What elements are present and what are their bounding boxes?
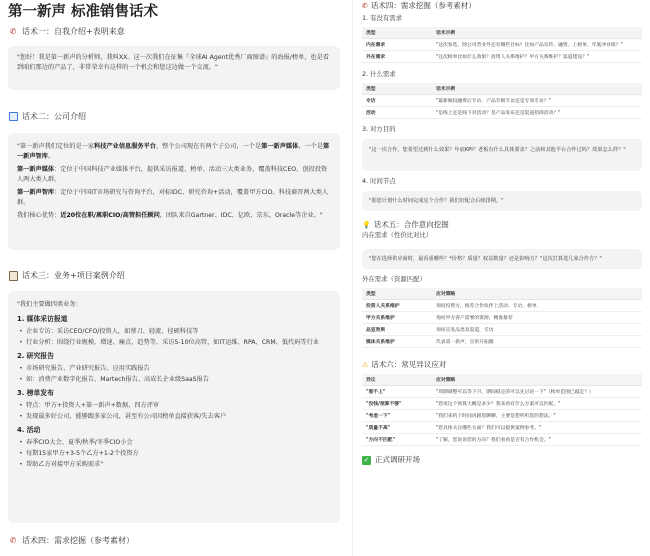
table-row [362, 410, 642, 422]
table-row [362, 312, 642, 324]
section-heading-text: 话术六：常见异议应对 [371, 360, 447, 369]
company-para-3: 第一新声智库：定位于中国IT市场研究与咨询平台，对标IDC、研究咨询+活动，覆盖甲方CIO、科技裔晋两大类人群。 [17, 189, 329, 206]
table-cell: 活动 [362, 107, 432, 119]
section-heading-intent [362, 220, 642, 230]
table-header-row [362, 83, 642, 95]
table-cell: 专访 [362, 95, 432, 107]
list-item: • 市场研究报告、产业研究报告、应用实践报告 [17, 364, 331, 373]
intro-quote [8, 46, 340, 90]
building-icon [8, 112, 18, 122]
section-heading-text: 话术二：公司介绍 [22, 112, 86, 121]
section-heading-demand [362, 1, 642, 11]
column-header: 应对策略 [432, 374, 642, 386]
subheading-need: 1. 有没有需求 [362, 14, 403, 22]
table-cell: 询问投资方，推荐合作伙伴上活动、专访、榜单 [432, 300, 642, 312]
business-group-title: 4. 活动 [17, 426, 41, 434]
table-cell: 询问甲方客户需要的资源，精准推荐 [432, 312, 642, 324]
right-column [362, 0, 642, 556]
column-divider [352, 0, 353, 556]
left-column [8, 0, 340, 556]
list-item: • 特点：甲方+投资人+第一新声+数据，四方评审 [17, 401, 331, 410]
list-item: • 行业分析：围绕行业规模、增速、痛点、趋势等，采访5-10位高管，如IT运维、RPA、CRM、低代码等行业 [17, 338, 331, 347]
table-row [362, 95, 642, 107]
business-intro: "我们主要做四类业务： [17, 301, 82, 308]
table-row [362, 422, 642, 434]
table-row [362, 39, 642, 51]
lightbulb-icon: 💡 [362, 221, 371, 229]
table-cell: "看不上" [362, 386, 432, 398]
table-cell: 询问宣发品类及渠道，专访 [432, 324, 642, 336]
table-cell: 代表第一新声，宣讲开拓圈 [432, 336, 642, 348]
column-header: 类型 [362, 83, 432, 95]
section-heading-text: 正式调研开场 [375, 455, 420, 464]
subheading-inner-need: 内在需求（性价比对比） [362, 231, 433, 239]
column-header: 类型 [362, 27, 432, 39]
section-heading-text: 话术五：合作意向挖掘 [373, 220, 449, 229]
section-heading-text: 话术三：业务+项目案例介绍 [22, 271, 125, 280]
checkbox-icon: ✓ [363, 455, 370, 464]
list-item: • 帮助乙方对接甲方采购需求" [17, 460, 331, 469]
table-cell: "了解，您说说您的方向？我们看看是否有合作机会。" [432, 434, 642, 446]
table-cell: "这次参选，除公司营业外还有哪些目标？比如产品宣传、融资、上榜单、年底冲业绩？" [432, 39, 642, 51]
table-row [362, 107, 642, 119]
column-header: 话术示例 [432, 27, 642, 39]
section-heading-text: 话术四：需求挖掘（参考素材） [22, 536, 134, 545]
company-quote [8, 133, 340, 250]
inner-need-quote: "您在选择供应商时，最看重哪些？*价格？质量？权益数量？还是影响力？"这次打算选几家合作方？" [362, 249, 642, 269]
section-heading-intro [8, 26, 340, 37]
business-group-title: 3. 榜单发布 [17, 389, 54, 397]
table-header-row [362, 288, 642, 300]
timeline-quote: "那您计划什么时间完成这个合作？我们好配合后续排期。" [362, 191, 642, 211]
list-item: • 企业专访：采访CEO/CFO/投资人，如蔡刀、轻流、径硕科技等 [17, 327, 331, 336]
table-cell: "质量不高" [362, 422, 432, 434]
table-cell: "是线上还是线下对活动？是产品发布还是渠道招商活动？" [432, 107, 642, 119]
table-cell: 甲方关系维护 [362, 312, 432, 324]
table-what-need [362, 83, 642, 119]
section-heading-text: 话术一：自我介绍+表明来意 [22, 27, 125, 36]
business-group-list [17, 364, 331, 384]
intro-quote-text: "您好！我是第一新声的分析师，我叫XX。这一次我们在征集『全球AI Agent优秀厂商图谱』的海报/榜单，也是看到咱们那边的产品了，非常荣幸有这样的一个机会和您这边做一个交流。" [17, 54, 329, 71]
table-cell: "方向不匹配" [362, 434, 432, 446]
phone-icon: ✆ [362, 2, 368, 10]
page-title: 第一新声 标准销售话术 [8, 4, 159, 20]
table-need [362, 27, 642, 63]
table-row [362, 386, 642, 398]
warning-icon: ⚠ [362, 361, 369, 369]
table-row [362, 324, 642, 336]
section-heading-business [8, 270, 340, 281]
subheading-what-need: 2. 什么需求 [362, 70, 396, 78]
column-header: 异议 [362, 374, 432, 386]
table-cell: "没钱/预算不够" [362, 398, 432, 410]
business-quote [8, 291, 340, 523]
section-heading-text: 话术四：需求挖掘（参考素材） [370, 1, 476, 10]
table-objections [362, 374, 642, 446]
list-item: • 如：消费产业数字化报告、Martech报告、高成长企业级SaaS报告 [17, 375, 331, 384]
section-heading-demand-bottom [8, 535, 340, 546]
table-header-row [362, 27, 642, 39]
table-cell: 品宣效果 [362, 324, 432, 336]
section-heading-objections [362, 360, 642, 370]
table-row [362, 336, 642, 348]
business-group-list [17, 401, 331, 421]
subheading-purpose: 3. 对方目的 [362, 125, 396, 133]
section-heading-company [8, 111, 340, 122]
subheading-timeline: 4. 时间节点 [362, 177, 396, 185]
business-group-title: 2. 研究报告 [17, 352, 54, 360]
company-para-2: 第一新声媒体：定位于中国科技产业媒体平台，提供采访报道、榜单、活动三大类业务，覆盖科技CEO、创投投资人两大类人群。 [17, 166, 328, 183]
list-item: • 春季CIO大会、夏季/秋季/冬季CIO小会 [17, 438, 331, 447]
table-cell: "您具体关注哪些方面？我们可以提供案例参考。" [432, 422, 642, 434]
column-header: 类型 [362, 288, 432, 300]
section-heading-research [362, 455, 642, 465]
phone-icon: ✆ [9, 27, 17, 36]
business-group-list [17, 438, 331, 469]
business-groups [17, 315, 331, 469]
company-para-4: 我们核心优势：近20位在职/离职CIO/高管担任顾问，团队来自Gartner、IDC、亿欧、京东、Oracle等企业。" [17, 212, 323, 219]
table-cell: 媒体关系维护 [362, 336, 432, 348]
table-row [362, 434, 642, 446]
phone-icon: ✆ [9, 536, 17, 545]
table-cell: 内在需求 [362, 39, 432, 51]
table-cell: "您说这个预算大概是多少？我来看有什么方案可以匹配。" [432, 398, 642, 410]
table-outer-need [362, 288, 642, 348]
column-header: 应对策略 [432, 288, 642, 300]
table-cell: "周期调整可以等下月，期间稳定的可以先讨论一下"（榜单范围已敲定？） [432, 386, 642, 398]
column-header: 话术示例 [432, 83, 642, 95]
list-item: • 每期15家甲方+3-5个乙方+1-2个投资方 [17, 449, 331, 458]
table-cell: "考虑一下" [362, 410, 432, 422]
list-item: • 发现最多好公司，能够跟多家公司，甚至有公司因榜单直接获客/失去客户 [17, 412, 331, 421]
table-row [362, 300, 642, 312]
purpose-quote: "这一次合作，您希望达到什么效果？年底KPI？老板有什么具体要求？之前和其他平台合作过吗？效果怎么样？" [362, 139, 642, 171]
business-group-list [17, 327, 331, 347]
table-cell: 投资人关系维护 [362, 300, 432, 312]
subheading-outer-need: 外在需求（资源匹配） [362, 275, 426, 283]
table-header-row [362, 374, 642, 386]
table-row [362, 51, 642, 63]
table-row [362, 398, 642, 410]
table-cell: "最新做投融资后专访、产品升级专访还是专项专访？" [432, 95, 642, 107]
company-para-1: "第一新声我们定位的是一家科技产业信息服务平台，整个公司现在有两个子公司，一个是第一新声媒体，一个是第一新声智库。 [17, 143, 330, 160]
table-cell: "我们来约个时间再跟您聊聊，主要是想听听您的想法。" [432, 410, 642, 422]
table-cell: "这次榜单比如什么效果？投资人关系维护？甲方关系维护？渠道建设？" [432, 51, 642, 63]
clipboard-icon [8, 271, 18, 281]
business-group-title: 1. 媒体采访报道 [17, 315, 68, 323]
table-cell: 外在需求 [362, 51, 432, 63]
